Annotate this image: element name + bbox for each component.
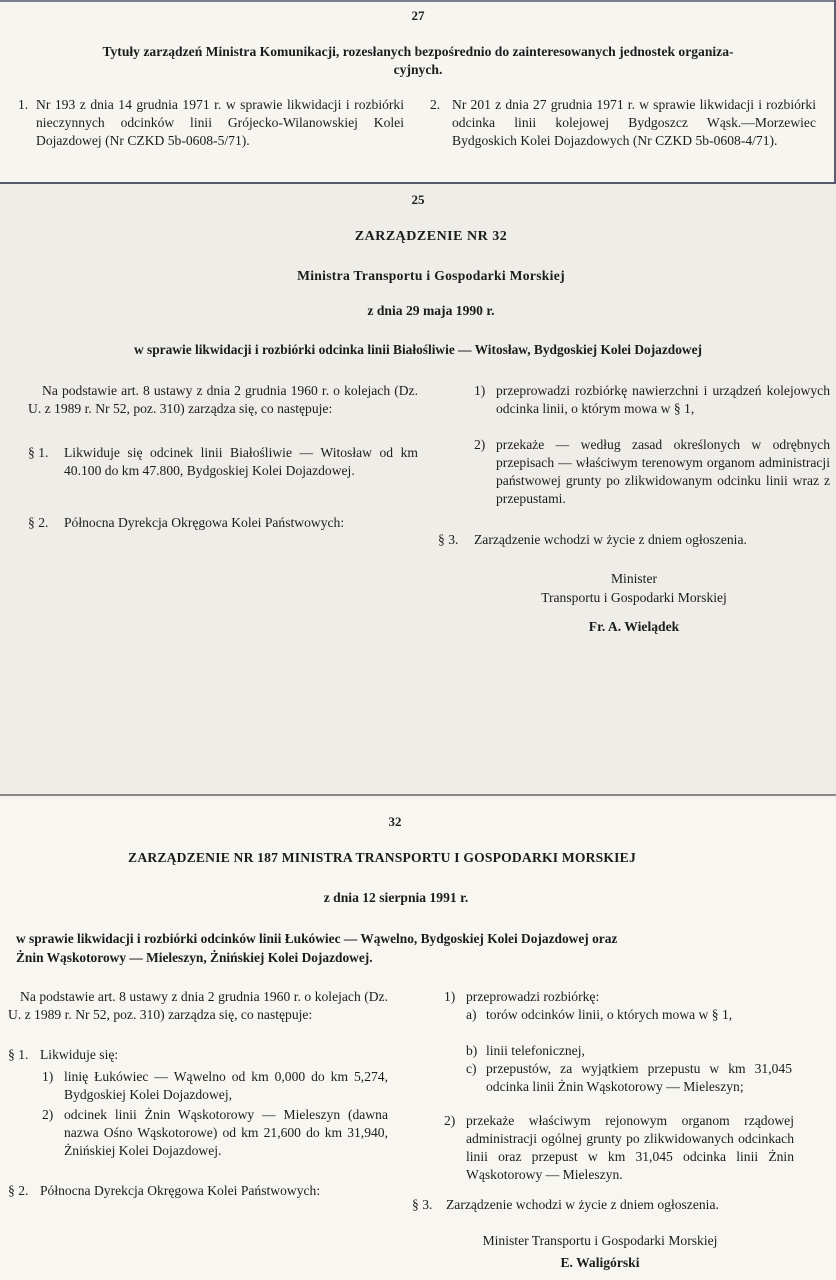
section-number: § 1. xyxy=(8,1047,29,1062)
subpoint-letter: c) xyxy=(466,1061,477,1076)
date: z dnia 12 sierpnia 1991 r. xyxy=(323,890,469,905)
point-number: 1) xyxy=(474,383,486,398)
signature-ministry: Transportu i Gospodarki Morskiej xyxy=(541,590,727,605)
subpoint-text: torów odcinków linii, o których mowa w § 1, xyxy=(486,1007,733,1022)
point-number: 2) xyxy=(444,1113,456,1128)
section-1-point-1 xyxy=(42,1068,388,1104)
list-item xyxy=(18,96,404,150)
section-number: § 2. xyxy=(28,515,49,530)
heading xyxy=(14,43,822,79)
section-1-point-2 xyxy=(42,1106,388,1160)
item-number: 2. xyxy=(430,97,441,112)
title: ZARZĄDZENIE NR 32 xyxy=(354,229,508,244)
right-point-1 xyxy=(444,988,794,1006)
subject-line-1: w sprawie likwidacji i rozbiórki odcinków linii Łukówiec — Wąwelno, Bydgoskiej Kolei Dojazdowej oraz xyxy=(16,931,618,946)
section-number: § 1. xyxy=(28,445,49,460)
point-number: 2) xyxy=(42,1107,54,1122)
section-2 xyxy=(28,514,418,532)
right-subpoint-a xyxy=(466,1006,792,1024)
section-text: Zarządzenie wchodzi w życie z dniem ogłoszenia. xyxy=(446,1197,719,1212)
signature-role: Minister xyxy=(610,571,658,586)
subject-line-2: Żnin Wąskotorowy — Mieleszyn, Żnińskiej Kolei Dojazdowej. xyxy=(16,950,373,965)
preamble: Na podstawie art. 8 ustawy z dnia 2 grudnia 1960 r. o kolejach (Dz. U. z 1989 r. Nr 52, poz. 310) zarządza się, co następuje: xyxy=(28,383,418,416)
heading-line-2: cyjnych. xyxy=(393,62,443,77)
subpoint-text: linii telefonicznej, xyxy=(486,1043,585,1058)
item-number: 1. xyxy=(18,97,29,112)
heading-line-1: Tytuły zarządzeń Ministra Komunikacji, rozesłanych bezpośrednio do zainteresowanych jednostek organiza- xyxy=(102,44,734,59)
point-text: przekaże — według zasad określonych w odrębnych przepisach — właściwym terenowym organom administracji państwowej grunty po zlikwidowanym odcinku linii wraz z przepustami. xyxy=(496,437,830,506)
section-1 xyxy=(28,444,418,480)
point-text: przekaże właściwym rejonowym organom rządowej administracji ogólnej grunty po zlikwidowanych odcinkach linii oraz przepust w km 31,045 odcinka linii Żnin Wąskotorowy — Mieleszyn. xyxy=(466,1113,794,1182)
preamble: Na podstawie art. 8 ustawy z dnia 2 grudnia 1960 r. o kolejach (Dz. U. z 1989 r. Nr 52, poz. 310) zarządza się, co następuje: xyxy=(8,989,388,1022)
right-subpoint-c xyxy=(466,1060,792,1096)
section-3 xyxy=(412,1196,796,1214)
page-number: 25 xyxy=(411,192,425,207)
list-item xyxy=(430,96,816,150)
item-text: Nr 201 z dnia 27 grudnia 1971 r. w sprawie likwidacji i rozbiórki odcinka linii kolejowej Bydgoszcz Wąsk.—Morzewiec Bydgoskich Kolei Dojazdowych (Nr CZKD 5b-0608-4/71). xyxy=(452,97,816,148)
section-text: Zarządzenie wchodzi w życie z dniem ogłoszenia. xyxy=(474,532,747,547)
point-text: linię Łukówiec — Wąwelno od km 0,000 do km 5,274, Bydgoskiej Kolei Dojazdowej, xyxy=(64,1069,388,1102)
clipping-page-25 xyxy=(0,184,836,796)
signature-name: E. Waligórski xyxy=(560,1255,640,1270)
point-text: odcinek linii Żnin Wąskotorowy — Mieleszyn (dawna nazwa Ośno Wąskotorowe) od km 21,600 do km 31,940, Żnińskiej Kolei Dojazdowej. xyxy=(64,1107,388,1158)
section-text: Północna Dyrekcja Okręgowa Kolei Państwowych: xyxy=(64,515,345,530)
section-text: Likwiduje się odcinek linii Białośliwie — Witosław od km 40.100 do km 47.800, Bydgoskiej Kolei Dojazdowej. xyxy=(64,445,418,478)
section-number: § 3. xyxy=(412,1197,433,1212)
subject xyxy=(16,929,826,967)
point-1 xyxy=(474,382,830,418)
section-number: § 2. xyxy=(8,1183,29,1198)
page-number: 27 xyxy=(411,8,425,23)
point-2 xyxy=(474,436,830,508)
right-subpoint-b xyxy=(466,1042,792,1060)
section-text: Północna Dyrekcja Okręgowa Kolei Państwowych: xyxy=(40,1183,321,1198)
issuer: Ministra Transportu i Gospodarki Morskiej xyxy=(297,268,565,283)
point-text: przeprowadzi rozbiórkę nawierzchni i urządzeń kolejowych odcinka linii, o którym mowa w § 1, xyxy=(496,383,830,416)
subpoint-text: przepustów, za wyjątkiem przepustu w km 31,045 odcinka linii Żnin Wąskotorowy — Mieleszyn; xyxy=(486,1061,792,1094)
section-text: Likwiduje się: xyxy=(40,1047,119,1062)
signature-role: Minister Transportu i Gospodarki Morskiej xyxy=(482,1233,718,1248)
point-number: 2) xyxy=(474,437,486,452)
section-2 xyxy=(8,1182,392,1200)
clipping-page-27 xyxy=(0,0,836,184)
section-3 xyxy=(438,531,832,549)
clipping-page-32 xyxy=(0,798,836,1280)
right-point-2 xyxy=(444,1112,794,1184)
section-number: § 3. xyxy=(438,532,459,547)
signature-name: Fr. A. Wielądek xyxy=(588,619,680,634)
subpoint-letter: a) xyxy=(466,1007,477,1022)
point-text: przeprowadzi rozbiórkę: xyxy=(466,989,600,1004)
section-1 xyxy=(8,1046,388,1064)
page-number: 32 xyxy=(388,814,402,829)
title: ZARZĄDZENIE NR 187 MINISTRA TRANSPORTU I GOSPODARKI MORSKIEJ xyxy=(128,850,636,865)
subpoint-letter: b) xyxy=(466,1043,478,1058)
item-text: Nr 193 z dnia 14 grudnia 1971 r. w sprawie likwidacji i rozbiórki nieczynnych odcinków linii Grójecko-Wilanowskiej Kolei Dojazdowej (Nr CZKD 5b-0608-5/71). xyxy=(36,97,404,148)
point-number: 1) xyxy=(444,989,456,1004)
date: z dnia 29 maja 1990 r. xyxy=(367,303,495,318)
subject: w sprawie likwidacji i rozbiórki odcinka linii Białośliwie — Witosław, Bydgoskiej Kolei Dojazdowej xyxy=(133,342,703,357)
point-number: 1) xyxy=(42,1069,54,1084)
